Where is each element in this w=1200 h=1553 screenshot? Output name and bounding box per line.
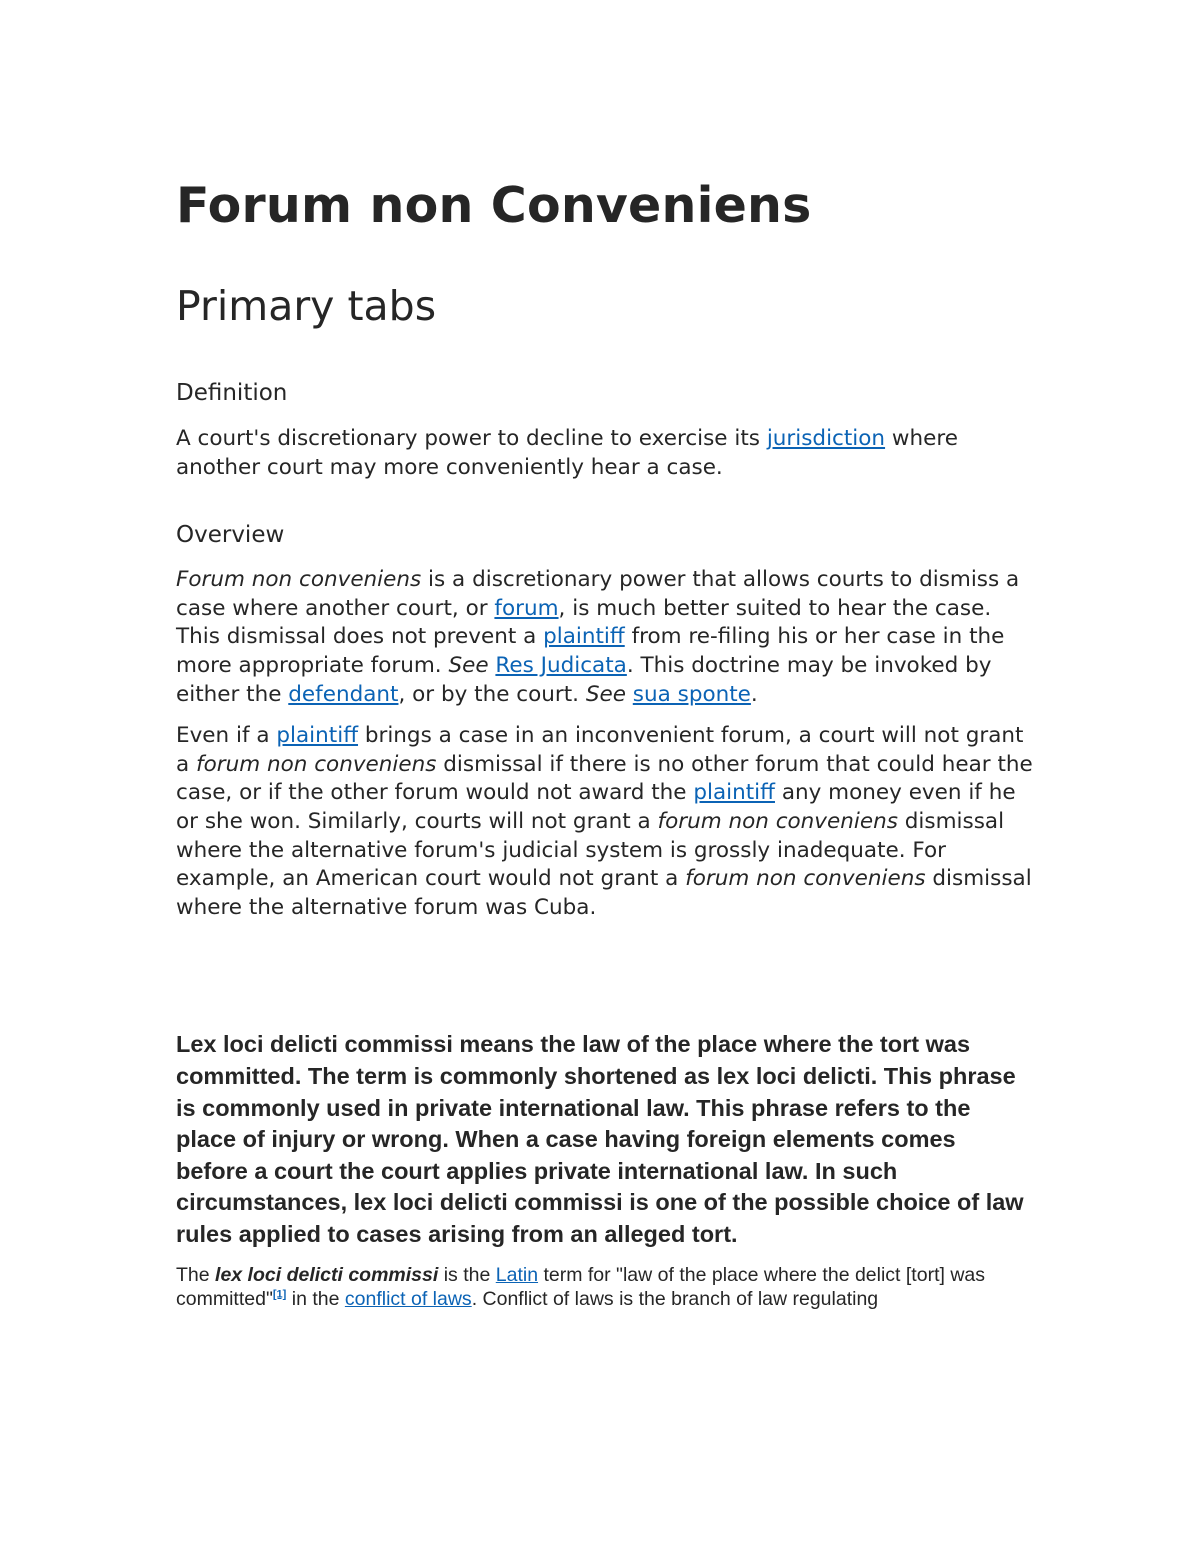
footnote-link[interactable]: [1] [272,1288,287,1301]
overview-p1-em-1: Forum non conveniens [176,567,422,593]
lex-loci-paragraph-1: Lex loci delicti commissi means the law of the place where the tort was committed. The term is commonly shortened as lex loci delicti. This phrase is commonly used in private international law. This phrase refers to the place of injury or wrong. When a case having foreign elements comes before a court the court applies private international law. In such circumstances, lex loci delicti commissi is one of the possible choice of law rules applied to cases arising from an alleged tort. [176,1031,1024,1247]
overview-p1-text-5: . This doctrine may be invoked by either the [176,652,992,707]
overview-p1-text-2: , is much better suited to hear the case. This dismissal does not prevent a [176,595,992,650]
overview-p2-text-3: dismissal if there is no other forum that could hear the case, or if the other forum would not award the [176,751,1033,806]
latin-link[interactable]: Latin [495,1264,539,1287]
jurisdiction-link[interactable]: jurisdiction [766,426,886,451]
lex-p2-text-2: is the [438,1264,496,1287]
overview-p1-see-1: See [448,652,489,678]
lex-loci-paragraph-2 [176,1264,996,1311]
definition-heading: Definition [176,380,288,406]
overview-p1-text-6: , or by the court. [398,681,586,707]
definition-text-1: A court's discretionary power to decline to exercise its [176,426,767,451]
overview-p2-em-1: forum non conveniens [196,751,437,777]
plaintiff-link[interactable]: plaintiff [543,624,625,650]
definition-text-2: where another court may more conveniently hear a case. [176,426,958,480]
lex-p2-text-1: The [176,1264,216,1287]
overview-p1-text-7 [626,682,633,707]
overview-p1-see-2: See [585,681,626,707]
overview-p2-text-1: Even if a [176,723,277,749]
res-judicata-link[interactable]: Res Judicata [495,652,627,678]
document-content [176,172,1036,1311]
lex-p2-text-5: . Conflict of laws is the branch of law regulating [471,1287,879,1310]
overview-p2-em-3: forum non conveniens [685,866,926,892]
overview-p2-text-4: any money even if he or she won. Similarly, courts will not grant a [176,780,1016,834]
overview-heading: Overview [176,522,285,549]
overview-p1-text-3: from re-filing his or her case in the more appropriate forum. [176,624,1005,678]
plaintiff-link-3[interactable]: plaintiff [693,780,775,806]
overview-p2-text-5: dismissal where the alternative forum's judicial system is grossly inadequate. For example, an American court would not grant a [176,808,1005,892]
sua-sponte-link[interactable]: sua sponte [632,681,751,707]
primary-tabs-heading: Primary tabs [176,282,437,330]
overview-paragraph-1 [176,566,1036,709]
overview-paragraph-2 [176,722,1036,922]
lex-p2-text-3: term for "law of the place where the delict [tort] was committed" [176,1264,985,1310]
plaintiff-link-2[interactable]: plaintiff [276,723,359,749]
conflict-of-laws-link[interactable]: conflict of laws [344,1287,472,1310]
overview-p2-text-2: brings a case in an inconvenient forum, a court will not grant a [176,723,1024,777]
lex-p2-bold-italic: lex loci delicti commissi [215,1264,439,1287]
definition-paragraph [176,425,1036,482]
page-title: Forum non Conveniens [176,177,812,234]
overview-p1-text-8: . [750,681,758,707]
overview-p2-em-2: forum non conveniens [657,808,898,834]
overview-p1-text-1: is a discretionary power that allows courts to dismiss a case where another court, or [176,567,1020,621]
overview-p2-text-6: dismissal where the alternative forum was Cuba. [176,866,1032,920]
lex-p2-text-4: in the [286,1287,345,1310]
footnote-marker [273,1288,286,1300]
defendant-link[interactable]: defendant [288,681,399,707]
forum-link[interactable]: forum [494,595,559,621]
